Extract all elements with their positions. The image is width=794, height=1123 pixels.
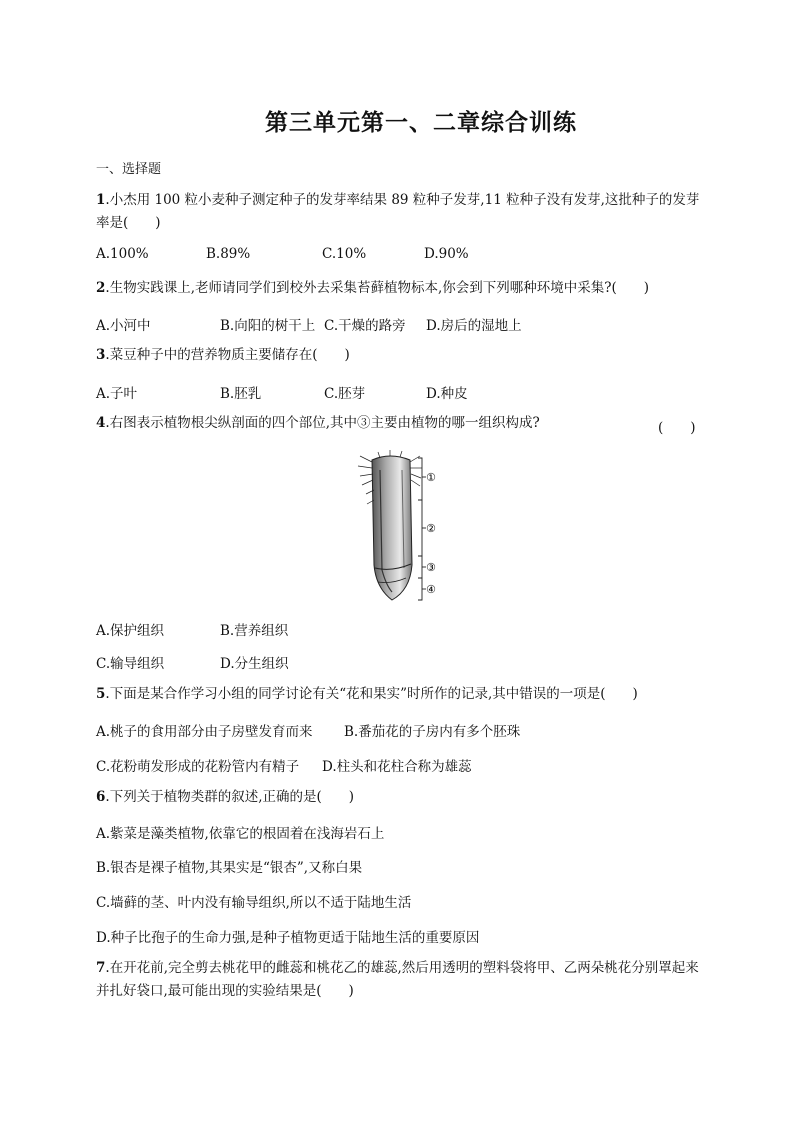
option-c[interactable]: C.花粉萌发形成的花粉管内有精子 — [96, 759, 300, 775]
question-number: 7 — [96, 960, 106, 976]
label-4: ④ — [426, 583, 436, 596]
label-2: ② — [426, 522, 436, 535]
question-2 — [96, 277, 716, 300]
answer-paren: ( ) — [658, 420, 696, 436]
question-text: .小杰用 100 粒小麦种子测定种子的发芽率结果 89 粒种子发芽,11 粒种子没有发芽,这批种子的发芽率是( ) — [96, 192, 700, 231]
option-b[interactable]: B.银杏是裸子植物,其果实是“银杏”,又称白果 — [96, 860, 363, 876]
option-c[interactable]: C.墙藓的茎、叶内没有输导组织,所以不适于陆地生活 — [96, 895, 412, 911]
option-b[interactable]: B.番茄花的子房内有多个胚珠 — [344, 724, 521, 740]
option-a[interactable]: A.子叶 — [96, 386, 138, 402]
label-3: ③ — [426, 561, 436, 574]
option-a[interactable]: A.保护组织 — [96, 623, 165, 639]
option-a[interactable]: A.小河中 — [96, 318, 151, 334]
option-d[interactable]: D.90% — [424, 246, 469, 262]
option-a[interactable]: A.紫菜是藻类植物,依靠它的根固着在浅海岩石上 — [96, 826, 385, 842]
option-d[interactable]: D.分生组织 — [220, 656, 289, 672]
option-c[interactable]: C.10% — [322, 246, 367, 262]
label-1: ① — [426, 471, 436, 484]
option-a[interactable]: A.100% — [96, 246, 149, 262]
question-number: 3 — [96, 347, 106, 363]
question-text: .下列关于植物类群的叙述,正确的是( ) — [105, 789, 355, 805]
question-number: 1 — [96, 192, 106, 208]
question-text: .生物实践课上,老师请同学们到校外去采集苔藓植物标本,你会到下列哪种环境中采集?( ) — [105, 280, 650, 296]
question-4 — [96, 412, 656, 435]
question-7 — [96, 957, 706, 1003]
question-5-options-row1 — [96, 720, 716, 740]
question-text: .在开花前,完全剪去桃花甲的雌蕊和桃花乙的雄蕊,然后用透明的塑料袋将甲、乙两朵桃花分别罩起来并扎好袋口,最可能出现的实验结果是( ) — [96, 960, 699, 999]
question-text: .菜豆种子中的营养物质主要储存在( ) — [105, 347, 350, 363]
question-1-options — [96, 246, 716, 266]
option-b[interactable]: B.胚乳 — [220, 386, 262, 402]
question-5-options-row2 — [96, 755, 716, 775]
question-2-options — [96, 314, 716, 334]
question-4-options-row2 — [96, 652, 716, 672]
question-text: .下面是某合作学习小组的同学讨论有关“花和果实”时所作的记录,其中错误的一项是( ) — [105, 686, 638, 702]
question-3-options — [96, 382, 716, 402]
option-d[interactable]: D.种皮 — [426, 386, 468, 402]
option-d[interactable]: D.房后的湿地上 — [426, 318, 522, 334]
option-c[interactable]: C.胚芽 — [324, 386, 366, 402]
option-a[interactable]: A.桃子的食用部分由子房壁发育而来 — [96, 724, 313, 740]
question-number: 6 — [96, 789, 106, 805]
option-b[interactable]: B.营养组织 — [220, 623, 289, 639]
option-d[interactable]: D.柱头和花柱合称为雄蕊 — [322, 759, 472, 775]
question-number: 4 — [96, 415, 106, 431]
question-6 — [96, 786, 706, 809]
option-b[interactable]: B.向阳的树干上 — [220, 318, 316, 334]
question-number: 2 — [96, 280, 106, 296]
page-title: 第三单元第一、二章综合训练 — [265, 110, 577, 136]
question-5 — [96, 683, 716, 706]
option-d[interactable]: D.种子比孢子的生命力强,是种子植物更适于陆地生活的重要原因 — [96, 930, 480, 946]
option-c[interactable]: C.输导组织 — [96, 656, 165, 672]
root-body — [358, 450, 422, 600]
region-brackets — [418, 458, 426, 600]
question-4-options-row1 — [96, 619, 716, 639]
option-c[interactable]: C.干燥的路旁 — [324, 318, 406, 334]
root-tip-figure — [350, 450, 450, 605]
question-3 — [96, 344, 706, 367]
section-heading: 一、选择题 — [96, 162, 162, 177]
option-b[interactable]: B.89% — [206, 246, 251, 262]
question-1 — [96, 189, 706, 235]
question-text: .右图表示植物根尖纵剖面的四个部位,其中③主要由植物的哪一组织构成? — [105, 415, 540, 431]
question-number: 5 — [96, 686, 106, 702]
